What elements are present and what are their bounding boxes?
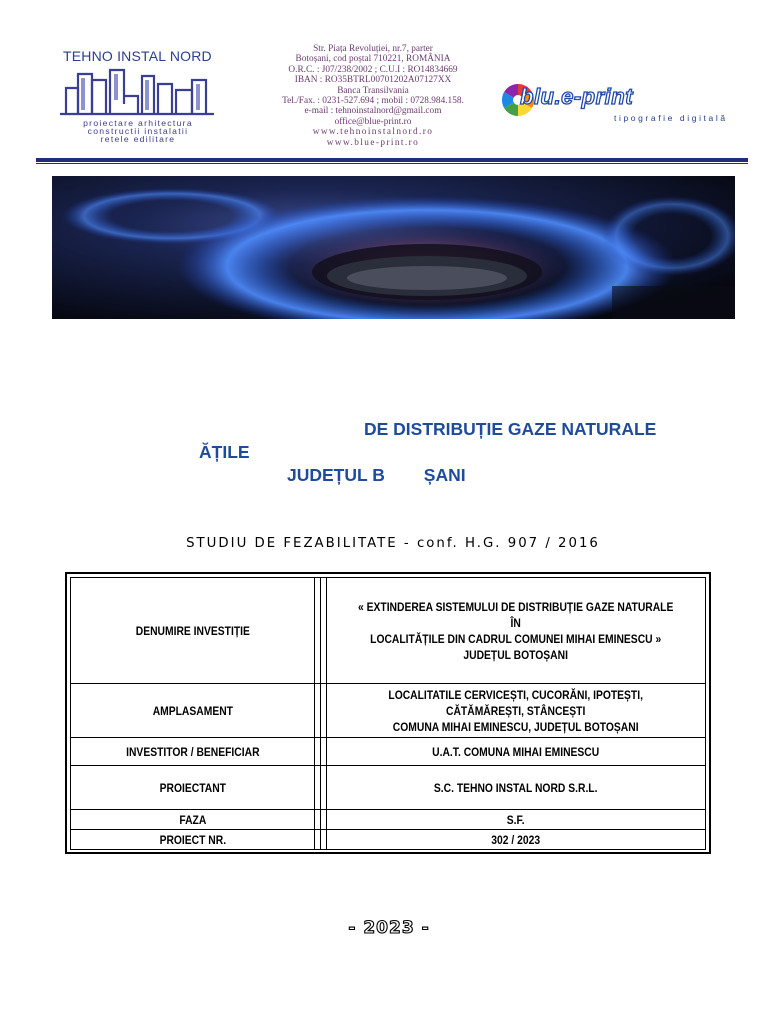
company-tagline-line: constructii instalatii [87, 126, 189, 136]
table-row [71, 738, 706, 766]
website-link[interactable]: www.blue-print.ro [326, 137, 420, 148]
contact-email[interactable]: e-mail : tehnoinstalnord@gmail.com [304, 106, 442, 117]
row-label: DENUMIRE INVESTIȚIE [88, 578, 298, 684]
company-logo [58, 48, 218, 148]
row-label: PROIECTANT [88, 766, 298, 810]
contact-phone: Tel./Fax. : 0231-527.694 ; mobil : 0728.984.158. [282, 96, 464, 107]
row-label: INVESTITOR / BENEFICIAR [88, 738, 298, 766]
table-row [71, 766, 706, 810]
table-row [71, 830, 706, 850]
company-tagline-line: proiectare arhitectura [83, 118, 193, 128]
header-divider [36, 158, 748, 162]
row-label: FAZA [88, 810, 298, 830]
partner-tagline: tipografie digitală [614, 113, 728, 123]
partner-logo-text: blu.e-print [520, 84, 634, 109]
company-tagline-line: retele edilitare [100, 134, 176, 144]
row-value: S.F. [353, 810, 679, 830]
document-type-heading: STUDIU DE FEZABILITATE - conf. H.G. 907 / 2016 [186, 536, 600, 551]
company-name: TEHNO INSTAL NORD [63, 48, 212, 64]
table-row [71, 578, 706, 684]
project-title-line: ĂȚILE [199, 442, 250, 462]
table-row [71, 810, 706, 830]
partner-logo [496, 80, 726, 130]
row-value: LOCALITATILE CERVICEȘTI, CUCORĂNI, IPOTEȘTI, CĂTĂMĂREȘTI, STÂNCEȘTI COMUNA MIHAI EMINESCU, JUDEȚUL BOTOȘANI [353, 684, 679, 738]
contact-registration: O.R.C. : J07/238/2002 ; C.U.I : RO14834669 [288, 64, 458, 75]
contact-office-email[interactable]: office@blue-print.ro [334, 116, 412, 127]
row-value: S.C. TEHNO INSTAL NORD S.R.L. [353, 766, 679, 810]
row-label: AMPLASAMENT [88, 684, 298, 738]
contact-city: Botoșani, cod poștal 710221, ROMÂNIA [295, 54, 451, 65]
gas-burner-banner-image [52, 176, 735, 319]
project-title-line: JUDEȚUL B ȘANI [287, 465, 466, 485]
row-value: « EXTINDEREA SISTEMULUI DE DISTRIBUȚIE GAZE NATURALE ÎN LOCALITĂȚILE DIN CADRUL COMUNEI MIHAI EMINESCU » JUDEȚUL BOTOȘANI [353, 578, 679, 684]
info-table-grid [70, 577, 706, 850]
building-skyline-icon [58, 66, 218, 118]
project-info-table [65, 572, 711, 854]
row-value: U.A.T. COMUNA MIHAI EMINESCU [353, 738, 679, 766]
contact-block [258, 44, 488, 148]
header-divider-thin [36, 163, 748, 164]
contact-bank: Banca Transilvania [337, 85, 409, 96]
table-row [71, 684, 706, 738]
gas-flame-icon [52, 176, 735, 319]
contact-address: Str. Piața Revoluției, nr.7, parter [313, 44, 433, 54]
row-value: 302 / 2023 [353, 830, 679, 850]
website-link[interactable]: www.tehnoinstalnord.ro [312, 127, 434, 138]
row-label: PROIECT NR. [88, 830, 298, 850]
document-year: - 2023 - [348, 918, 430, 938]
contact-iban: IBAN : RO35BTRL00701202A07127XX [294, 75, 452, 86]
project-title-line: DE DISTRIBUȚIE GAZE NATURALE [364, 419, 657, 439]
